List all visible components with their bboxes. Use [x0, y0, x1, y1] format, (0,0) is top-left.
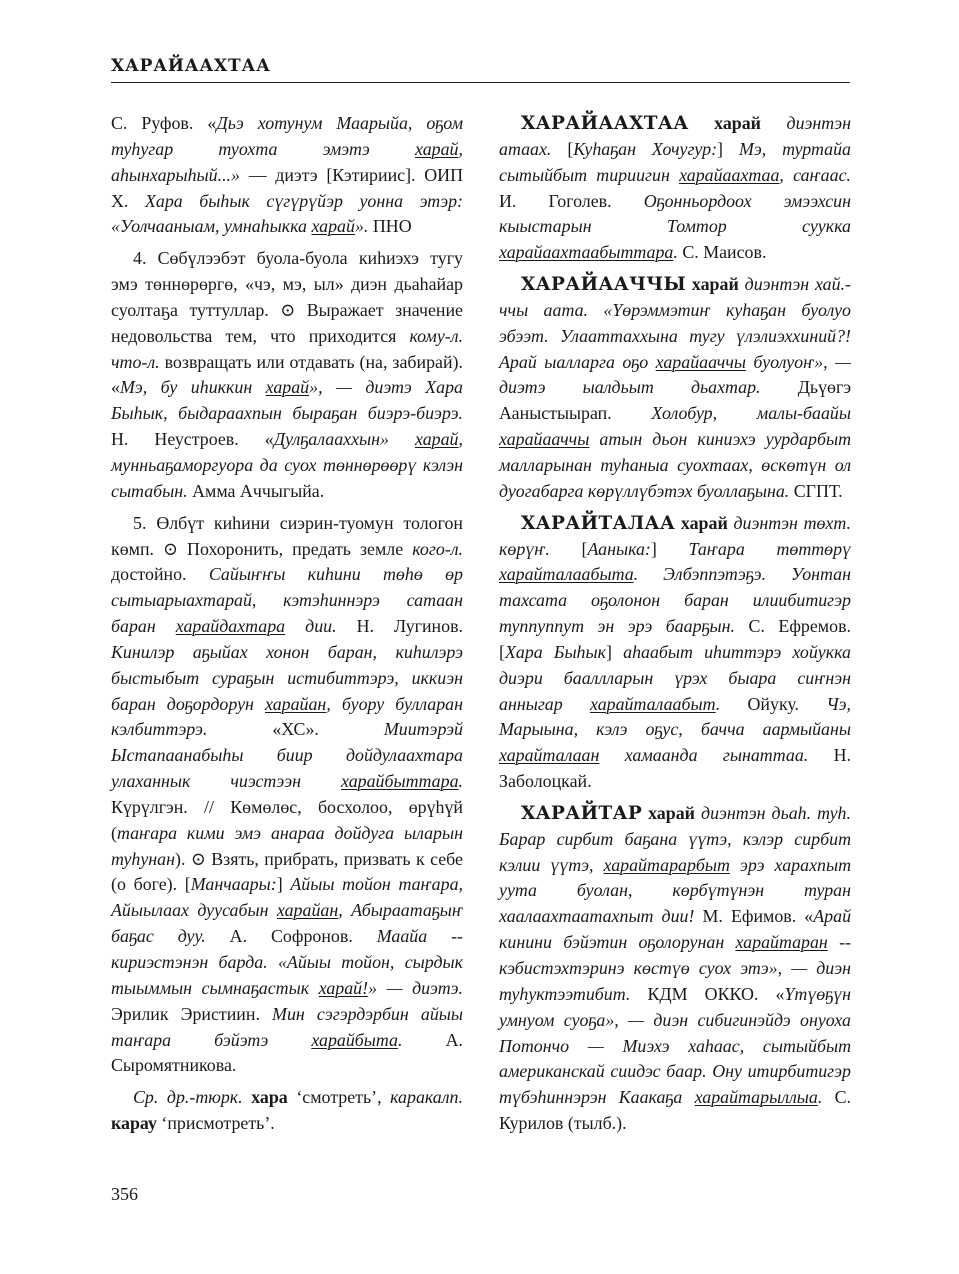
entry-haraiaachchy: ХАРАЙААЧЧЫ харай диэнтэн хай.-ччы аата. «Үөрэммэтиҥ куһаҕан буолуо эбээт. Улааттаххына тугу үлэлиэххиний?! Арай ыалларга оҕо харайааччы буолуоҥ», — диэтэ ыалдьыт дьахтар. Дьүөгэ Ааныстыырап. Холобур, малы-баайы харайааччы атын дьон киниэхэ уурдарбыт малларынан туһаныа суохтаах, өскөтүн ол дуогабарга көрүллүбэтэх буоллаҕына. СГПТ. [499, 274, 851, 501]
left-sense-5: 5. Өлбүт киһини сиэрин-туомун тологон көмп. ⊙ Похоронить, предать земле кого-л. достойно. Сайыҥҥы киһини төһө өр сытыарыахтарай, кэтэһиннэрэ сатаан баран харайдахтара дии. Н. Лугинов. Кинилэр аҕыйах хонон баран, киһилэрэ быстыбыт сураҕын истибиттэрэ, иккиэн баран доҕордорун харайан, буору булларан кэлбиттэрэ. «ХС». Миитэрэй Ыстапаанабыһы биир дойдулаахтара улаханнык чиэстээн харайбыттара. Күрүлгэн. // Көмөлөс, босхолоо, өрүһүй (таҥара кими эмэ анараа дойдуга ыларын туһунан). ⊙ Взять, прибрать, призвать к себе (о боге). [Манчаары:] Айыы тойон таҥара, Айыылаах дуусабын харайан, Абыраатаҕыҥ баҕас дуу. А. Софронов. Маайа -- кириэстэнэн барда. «Айыы тойон, сырдык тыыммын сымнаҕастык харай!» — диэтэ. Эрилик Эристиин. Мин сэгэрдэрбин айыы таҥара бэйэтэ харайбыта. А. Сыромятникова. [111, 512, 463, 1076]
entry-haraiaahtaa: ХАРАЙААХТАА харай диэнтэн атаах. [Куһаҕан Хочугур:] Мэ, туртайа сытыйбыт тириигин харайаахтаа, саҥаас. И. Гоголев. Оҕонньордоох эмээхсин кыыстарын Томтор суукка харайаахтаабыттара. С. Маисов. [499, 113, 851, 263]
headword: ХАРАЙТАР [521, 802, 643, 824]
headword: ХАРАЙТАЛАА [521, 512, 676, 534]
page-number: 356 [111, 1184, 138, 1204]
left-column [111, 111, 463, 1137]
entry-haraitalaa: ХАРАЙТАЛАА харай диэнтэн төхт. көрүҥ. [Ааныка:] Таҥара төттөрү харайталаабыта. Элбэппэтэҕэ. Уонтан тахсата оҕолонон баран илиибитигэр туппуппут эн эрэ баарҕын. С. Ефремов. [Хара Быһык] аһаабыт иһиттэрэ хойукка диэри бааллларын үрэх быара сиҥнэн анныгар харайталаабыт. Ойуку. Чэ, Марыына, кэлэ оҕус, бачча аармыйаны харайталаан хамаанда гынаттаа. Н. Заболоцкай. [499, 512, 851, 792]
headword: ХАРАЙААХТАА [521, 113, 689, 134]
right-column [499, 111, 851, 1137]
entry-haraitar: ХАРАЙТАР харай диэнтэн дьаһ. туһ. Барар сирбит баҕана үүтэ, кэлэр сирбит кэлии үүтэ, харайтарарбыт эрэ харахпыт уута буолан, көрбүтүнэн туран хаалаахтаатахпыт дии! М. Ефимов. «Арай кинини бэйэтин оҕолорунан харайтаран -- кэбистэхтэринэ көстүө суох этэ», — диэн туһуктээтибит. КДМ ОККО. «Үтүөҕүн умнуом суоҕа», — диэн сибигинэйдэ онуоха Потончо — Миэхэ хаһаас, сытыйбыт американскай сиидэс баар. Ону итирбитигэр түбэһиннэрэн Каакаҕа харайтарыллыа. С. Курилов (тылб.). [499, 802, 852, 1134]
running-header [111, 54, 850, 83]
headword: ХАРАЙААЧЧЫ [521, 274, 687, 296]
left-paragraph-continuation: С. Руфов. «Дьэ хотунум Маарыйа, оҕом туһугар туохта эмэтэ харай, аһынхарыһый...» — диэтэ [Кэтириис]. ОИП Х. Хара быһык сүгүрүйэр уонна этэр: «Уолчааныам, умнаһыкка харай». ПНО [111, 113, 463, 237]
left-sense-4: 4. Сөбүлээбэт буола-буола киһиэхэ тугу эмэ төннөрөргө, «чэ, мэ, ыл» диэн дьаһайар суолтаҕа туттуллар. ⊙ Выражает значение недовольства тем, что приходится кому-л. что-л. возвращать или отдавать (на, забирай). «Мэ, бу иһиккин харай», — диэтэ Хара Быһык, быдараахпын быраҕан биэрэ-биэрэ. Н. Неустроев. «Дулҕалааххын» харай, мунньаҕаморгуора да суох төннөрөөрү кэлэн сытабын. Амма Аччыгыйа. [111, 248, 464, 501]
running-head-title: ХАРАЙААХТАА [111, 56, 271, 76]
left-etymology: Ср. др.-тюрк. хара ‘смотреть’, каракалп. карау ‘присмотреть’. [111, 1087, 463, 1134]
